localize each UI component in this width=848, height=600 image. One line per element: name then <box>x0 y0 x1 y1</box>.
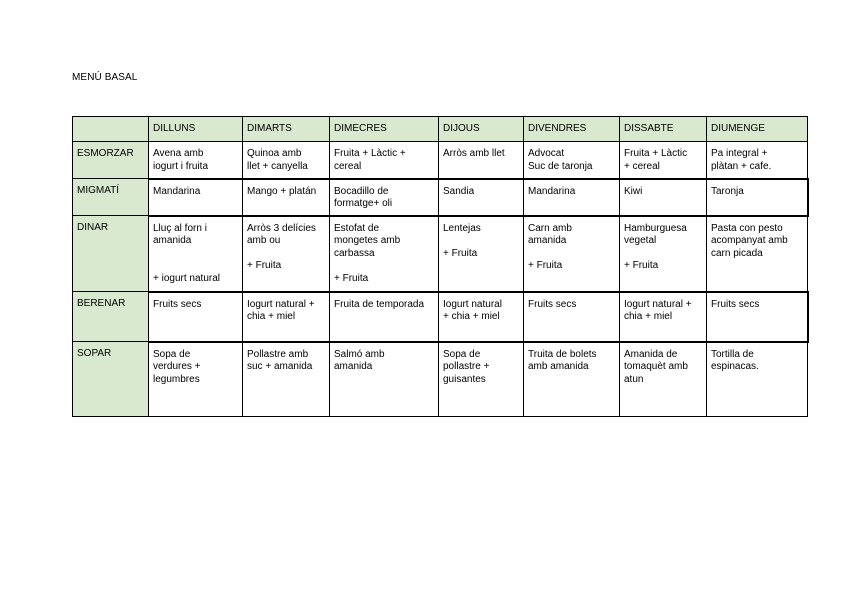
menu-cell: Pasta con pesto acompanyat amb carn picada <box>707 216 808 292</box>
meal-label: SOPAR <box>73 342 149 417</box>
menu-cell: Sopa de pollastre + guisantes <box>439 342 524 417</box>
menu-cell: Pa integral + plàtan + cafe. <box>707 142 808 179</box>
menu-cell: Taronja <box>707 179 808 216</box>
meal-label: MIGMATÍ <box>73 179 149 216</box>
menu-cell: Kiwi <box>620 179 707 216</box>
menu-cell: Estofat de mongetes amb carbassa + Fruita <box>330 216 439 292</box>
menu-cell: Avena amb iogurt i fruita <box>149 142 243 179</box>
table-row <box>73 216 808 292</box>
meal-label: BERENAR <box>73 292 149 342</box>
table-row <box>73 292 808 342</box>
day-header: DIMECRES <box>330 117 439 142</box>
day-header: DIJOUS <box>439 117 524 142</box>
menu-cell: Advocat Suc de taronja <box>524 142 620 179</box>
table-row <box>73 342 808 417</box>
menu-cell: Fruits secs <box>524 292 620 342</box>
menu-cell: Fruita + Làctic + cereal <box>330 142 439 179</box>
day-header: DISSABTE <box>620 117 707 142</box>
menu-cell: Bocadillo de formatge+ oli <box>330 179 439 216</box>
corner-cell <box>73 117 149 142</box>
meal-label: ESMORZAR <box>73 142 149 179</box>
menu-cell: Fruits secs <box>707 292 808 342</box>
menu-cell: Arròs amb llet <box>439 142 524 179</box>
menu-cell: Mandarina <box>524 179 620 216</box>
menu-cell: Fruita de temporada <box>330 292 439 342</box>
menu-cell: Amanida de tomaquèt amb atun <box>620 342 707 417</box>
day-header: DILLUNS <box>149 117 243 142</box>
day-header: DIMARTS <box>243 117 330 142</box>
menu-cell: Lentejas + Fruita <box>439 216 524 292</box>
table-header-row <box>73 117 808 142</box>
menu-cell: Sopa de verdures + legumbres <box>149 342 243 417</box>
menu-cell: Hamburguesa vegetal + Fruita <box>620 216 707 292</box>
menu-cell: Iogurt natural + chia + miel <box>243 292 330 342</box>
menu-cell: Fruits secs <box>149 292 243 342</box>
document-title: MENÚ BASAL <box>72 72 138 83</box>
menu-cell: Sandia <box>439 179 524 216</box>
menu-cell: Iogurt natural + chia + miel <box>620 292 707 342</box>
menu-cell: Salmó amb amanida <box>330 342 439 417</box>
table-row <box>73 142 808 179</box>
menu-cell: Pollastre amb suc + amanida <box>243 342 330 417</box>
menu-cell: Tortilla de espinacas. <box>707 342 808 417</box>
menu-cell: Carn amb amanida + Fruita <box>524 216 620 292</box>
menu-cell: Fruita + Làctic + cereal <box>620 142 707 179</box>
menu-cell: Mango + platán <box>243 179 330 216</box>
table-row <box>73 179 808 216</box>
menu-cell: Lluç al forn i amanida + iogurt natural <box>149 216 243 292</box>
day-header: DIVENDRES <box>524 117 620 142</box>
weekly-menu-table <box>72 116 809 417</box>
menu-cell: Quinoa amb llet + canyella <box>243 142 330 179</box>
menu-cell: Mandarina <box>149 179 243 216</box>
menu-cell: Truita de bolets amb amanida <box>524 342 620 417</box>
day-header: DIUMENGE <box>707 117 808 142</box>
meal-label: DINAR <box>73 216 149 292</box>
menu-cell: Arròs 3 delícies amb ou + Fruita <box>243 216 330 292</box>
menu-cell: Iogurt natural + chia + miel <box>439 292 524 342</box>
